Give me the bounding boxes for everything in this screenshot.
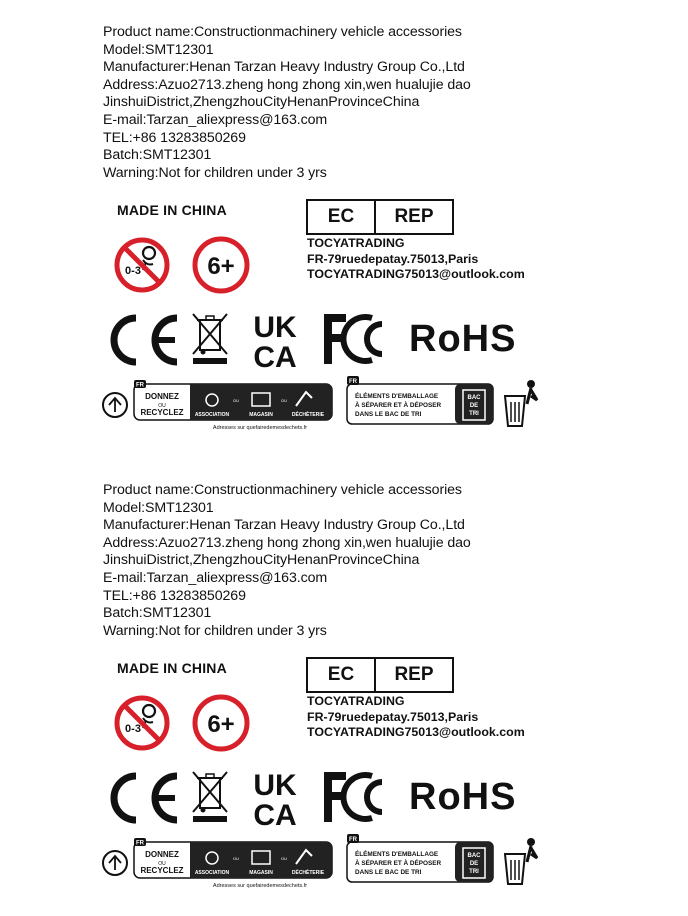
svg-text:CA: CA <box>253 341 297 370</box>
svg-text:DE: DE <box>469 403 479 409</box>
address-line-1: Address:Azuo2713.zheng hong zhong xin,wen hualujie dao <box>103 76 471 93</box>
address-line-2: JinshuiDistrict,ZhengzhouCityHenanProvinceChina <box>103 552 420 569</box>
svg-text:DE: DE <box>469 861 479 867</box>
svg-text:DÉCHÈTERIE: DÉCHÈTERIE <box>291 870 325 876</box>
product-info <box>103 24 471 182</box>
svg-text:FR: FR <box>349 837 357 843</box>
warning: Warning:Not for children under 3 yrs <box>103 164 327 181</box>
ec-text: EC <box>308 201 376 233</box>
svg-text:FR: FR <box>136 382 144 389</box>
svg-text:ÉLÉMENTS D'EMBALLAGE: ÉLÉMENTS D'EMBALLAGE <box>355 851 439 858</box>
product-label-2 <box>0 458 688 916</box>
svg-text:OU: OU <box>233 856 239 861</box>
product-name: Product name:Constructionmachinery vehicle accessories <box>103 482 462 498</box>
svg-text:OU: OU <box>281 398 287 403</box>
rep-email: TOCYATRADING75013@outlook.com <box>307 725 525 739</box>
eu-representative <box>307 694 525 741</box>
email: E-mail:Tarzan_aliexpress@163.com <box>103 569 328 586</box>
emballage-tri-icon <box>345 374 545 430</box>
ukca-mark-icon <box>245 768 305 828</box>
product-info <box>103 482 471 640</box>
ukca-mark-icon <box>245 310 305 370</box>
address-line-2: JinshuiDistrict,ZhengzhouCityHenanProvinceChina <box>103 94 420 111</box>
svg-text:MAGASIN: MAGASIN <box>249 870 273 876</box>
svg-text:FR: FR <box>349 379 357 385</box>
model: Model:SMT12301 <box>103 499 214 516</box>
svg-text:DONNEZ: DONNEZ <box>145 850 179 859</box>
fcc-mark-icon <box>320 768 390 826</box>
rohs-mark: RoHS <box>409 776 517 818</box>
rep-address: FR-79ruedepatay.75013,Paris <box>307 251 479 266</box>
svg-text:CA: CA <box>253 799 297 828</box>
fcc-mark-icon <box>320 310 390 368</box>
emballage-tri-icon <box>345 832 545 888</box>
address-line-1: Address:Azuo2713.zheng hong zhong xin,wen hualujie dao <box>103 534 471 551</box>
ec-rep-box <box>306 657 454 693</box>
svg-text:UK: UK <box>253 769 297 802</box>
ec-text: EC <box>308 659 376 691</box>
no-under-3-icon <box>113 236 171 294</box>
svg-text:DÉCHÈTERIE: DÉCHÈTERIE <box>291 412 325 418</box>
ce-mark-icon <box>103 770 183 826</box>
svg-text:DANS LE BAC DE TRI: DANS LE BAC DE TRI <box>355 411 422 418</box>
svg-text:À SÉPARER ET À DÉPOSER: À SÉPARER ET À DÉPOSER <box>355 402 442 409</box>
svg-text:DONNEZ: DONNEZ <box>145 392 179 401</box>
svg-text:TRI: TRI <box>469 869 479 875</box>
ce-mark-icon <box>103 312 183 368</box>
svg-text:FR: FR <box>136 840 144 847</box>
svg-text:RECYCLEZ: RECYCLEZ <box>140 408 184 417</box>
ec-rep-box <box>306 199 454 235</box>
rep-address: FR-79ruedepatay.75013,Paris <box>307 709 479 724</box>
age-warning-text: 0-3 <box>125 723 141 735</box>
svg-text:ÉLÉMENTS D'EMBALLAGE: ÉLÉMENTS D'EMBALLAGE <box>355 393 439 400</box>
svg-text:MAGASIN: MAGASIN <box>249 412 273 418</box>
made-in-china: MADE IN CHINA <box>117 660 227 676</box>
email: E-mail:Tarzan_aliexpress@163.com <box>103 111 328 128</box>
svg-text:ASSOCIATION: ASSOCIATION <box>194 412 230 418</box>
model: Model:SMT12301 <box>103 41 214 58</box>
weee-bin-icon <box>190 312 230 366</box>
age-6-plus-icon <box>191 693 251 753</box>
warning: Warning:Not for children under 3 yrs <box>103 622 327 639</box>
weee-bin-icon <box>190 770 230 824</box>
svg-text:BAC: BAC <box>467 395 481 401</box>
manufacturer: Manufacturer:Henan Tarzan Heavy Industry Group Co.,Ltd <box>103 59 465 76</box>
svg-text:TRI: TRI <box>469 411 479 417</box>
product-name: Product name:Constructionmachinery vehicle accessories <box>103 24 462 40</box>
rep-text: REP <box>394 664 434 685</box>
svg-text:DANS LE BAC DE TRI: DANS LE BAC DE TRI <box>355 869 422 876</box>
telephone: TEL:+86 13283850269 <box>103 129 246 146</box>
svg-text:ASSOCIATION: ASSOCIATION <box>194 870 230 876</box>
svg-text:UK: UK <box>253 311 297 344</box>
batch: Batch:SMT12301 <box>103 147 212 164</box>
telephone: TEL:+86 13283850269 <box>103 587 246 604</box>
manufacturer: Manufacturer:Henan Tarzan Heavy Industry Group Co.,Ltd <box>103 517 465 534</box>
svg-text:Adresses sur quefairedemesdech: Adresses sur quefairedemesdechets.fr <box>212 425 308 430</box>
svg-text:BAC: BAC <box>467 853 481 859</box>
batch: Batch:SMT12301 <box>103 605 212 622</box>
triman-donnez-recyclez-icon <box>100 378 340 430</box>
eu-representative <box>307 236 525 283</box>
svg-text:OU: OU <box>158 861 166 867</box>
age-6-plus-icon <box>191 235 251 295</box>
age-warning-text: 0-3 <box>125 265 141 277</box>
no-under-3-icon <box>113 694 171 752</box>
svg-text:6+: 6+ <box>207 711 235 738</box>
rep-name: TOCYATRADING <box>307 694 405 708</box>
svg-text:OU: OU <box>158 403 166 409</box>
made-in-china: MADE IN CHINA <box>117 202 227 218</box>
svg-text:Adresses sur quefairedemesdech: Adresses sur quefairedemesdechets.fr <box>212 883 308 888</box>
rep-email: TOCYATRADING75013@outlook.com <box>307 267 525 281</box>
svg-text:6+: 6+ <box>207 253 235 280</box>
svg-text:OU: OU <box>281 856 287 861</box>
triman-donnez-recyclez-icon <box>100 836 340 888</box>
svg-text:À SÉPARER ET À DÉPOSER: À SÉPARER ET À DÉPOSER <box>355 860 442 867</box>
svg-text:RECYCLEZ: RECYCLEZ <box>140 866 184 875</box>
rep-text: REP <box>394 206 434 227</box>
rep-name: TOCYATRADING <box>307 236 405 250</box>
svg-text:OU: OU <box>233 398 239 403</box>
rohs-mark: RoHS <box>409 318 517 360</box>
